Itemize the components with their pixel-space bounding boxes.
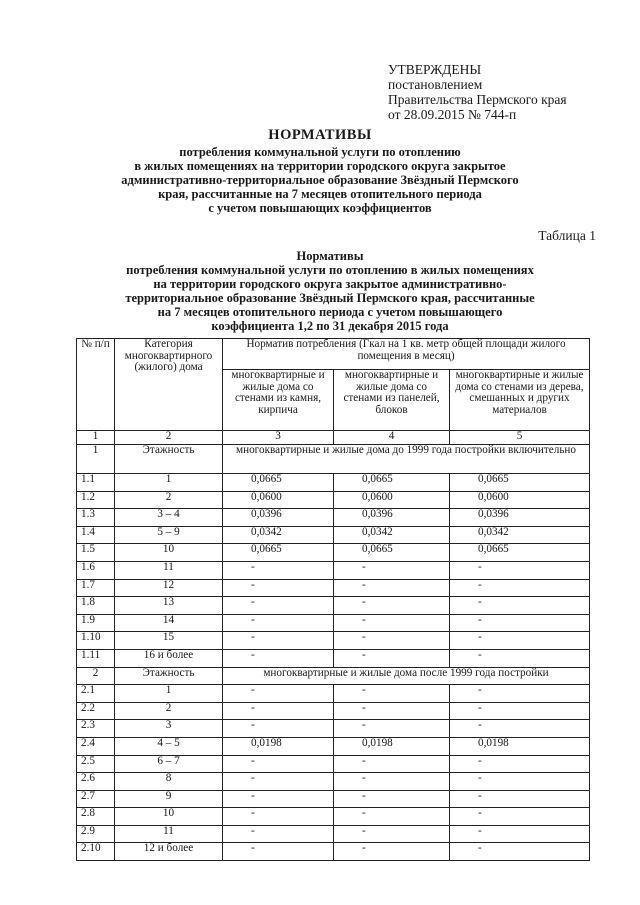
value-stone-brick: - — [223, 755, 334, 773]
value-wood-mixed: - — [450, 614, 590, 632]
table-row — [77, 720, 590, 738]
value-panel-block: - — [334, 579, 450, 597]
value-stone-brick: - — [223, 685, 334, 703]
value-wood-mixed: - — [450, 579, 590, 597]
row-number: 1.5 — [77, 544, 115, 562]
row-number: 1.9 — [77, 614, 115, 632]
value-wood-mixed: - — [450, 561, 590, 579]
row-category: 11 — [115, 825, 223, 843]
table-title — [80, 249, 580, 333]
row-number: 1.8 — [77, 597, 115, 615]
value-stone-brick: 0,0198 — [223, 737, 334, 755]
table-row — [77, 649, 590, 667]
column-number: 2 — [115, 431, 223, 445]
value-panel-block: - — [334, 632, 450, 650]
value-panel-block: - — [334, 614, 450, 632]
table-title-line: на 7 месяцев отопительного периода с учетом повышающего — [157, 305, 503, 319]
row-category: 11 — [115, 561, 223, 579]
value-panel-block: - — [334, 790, 450, 808]
value-stone-brick: - — [223, 597, 334, 615]
subtitle-line: с учетом повышающих коэффициентов — [208, 201, 432, 215]
row-category: 10 — [115, 544, 223, 562]
value-wood-mixed: - — [450, 773, 590, 791]
row-number: 1.11 — [77, 649, 115, 667]
value-wood-mixed: - — [450, 685, 590, 703]
value-wood-mixed: 0,0600 — [450, 491, 590, 509]
approval-line: Правительства Пермского края — [388, 92, 567, 107]
value-stone-brick: - — [223, 561, 334, 579]
value-wood-mixed: 0,0665 — [450, 544, 590, 562]
table-row — [77, 614, 590, 632]
value-stone-brick: 0,0665 — [223, 544, 334, 562]
table-row — [77, 737, 590, 755]
value-panel-block: - — [334, 843, 450, 861]
row-category: 2 — [115, 702, 223, 720]
table-row — [77, 491, 590, 509]
column-number: 1 — [77, 431, 115, 445]
table-row — [77, 843, 590, 861]
table-title-line: на территории городского округа закрытое административно- — [153, 277, 507, 291]
value-stone-brick: 0,0665 — [223, 474, 334, 492]
table-number: Таблица 1 — [538, 228, 596, 243]
value-panel-block: 0,0198 — [334, 737, 450, 755]
table-row — [77, 685, 590, 703]
document-title: НОРМАТИВЫ — [268, 127, 372, 143]
row-number: 2.9 — [77, 825, 115, 843]
section1-rows — [77, 474, 590, 668]
row-category: 12 — [115, 579, 223, 597]
subtitle-line: административно-территориальное образование Звёздный Пермского — [121, 173, 519, 187]
table-row — [77, 597, 590, 615]
row-number: 2.8 — [77, 808, 115, 826]
table-row — [77, 579, 590, 597]
value-panel-block: - — [334, 561, 450, 579]
value-wood-mixed: 0,0342 — [450, 526, 590, 544]
row-category: 6 – 7 — [115, 755, 223, 773]
table-row — [77, 808, 590, 826]
table-title-line: Нормативы — [296, 249, 364, 263]
norms-table — [76, 338, 590, 861]
value-stone-brick: 0,0396 — [223, 509, 334, 527]
value-panel-block: 0,0665 — [334, 544, 450, 562]
value-panel-block: - — [334, 649, 450, 667]
value-wood-mixed: - — [450, 597, 590, 615]
value-stone-brick: - — [223, 773, 334, 791]
header-col5: многоквартирные и жилые дома со стенами из дерева, смешанных и других материалов — [450, 370, 590, 431]
row-category: 13 — [115, 597, 223, 615]
approval-block — [388, 62, 567, 122]
column-number: 5 — [450, 431, 590, 445]
row-category: 10 — [115, 808, 223, 826]
approval-line: постановлением — [388, 77, 483, 92]
row-number: 1.4 — [77, 526, 115, 544]
row-number: 1.10 — [77, 632, 115, 650]
value-wood-mixed: - — [450, 808, 590, 826]
table-row — [77, 526, 590, 544]
row-category: 3 — [115, 720, 223, 738]
table-row — [77, 561, 590, 579]
value-panel-block: - — [334, 685, 450, 703]
row-number: 2.3 — [77, 720, 115, 738]
row-number: 1.6 — [77, 561, 115, 579]
header-col3: многоквартирные и жилые дома со стенами из камня, кирпича — [223, 370, 334, 431]
row-number: 1.2 — [77, 491, 115, 509]
value-stone-brick: - — [223, 790, 334, 808]
table-row — [77, 632, 590, 650]
row-category: 3 – 4 — [115, 509, 223, 527]
value-wood-mixed: - — [450, 825, 590, 843]
value-panel-block: - — [334, 773, 450, 791]
value-stone-brick: 0,0342 — [223, 526, 334, 544]
table-title-line: потребления коммунальной услуги по отоплению в жилых помещениях — [126, 263, 534, 277]
row-category: 4 – 5 — [115, 737, 223, 755]
row-number: 2.1 — [77, 685, 115, 703]
value-stone-brick: - — [223, 649, 334, 667]
table-row — [77, 474, 590, 492]
header-norm: Норматив потребления (Гкал на 1 кв. метр общей площади жилого помещения в месяц) — [223, 339, 590, 370]
value-stone-brick: - — [223, 825, 334, 843]
section-row — [77, 445, 590, 474]
value-wood-mixed: - — [450, 632, 590, 650]
section2-rows — [77, 685, 590, 861]
header-col4: многоквартирные и жилые дома со стенами из панелей, блоков — [334, 370, 450, 431]
subtitle-line: потребления коммунальной услуги по отоплению — [179, 145, 461, 159]
value-wood-mixed: - — [450, 790, 590, 808]
value-wood-mixed: - — [450, 843, 590, 861]
row-category: 5 – 9 — [115, 526, 223, 544]
value-wood-mixed: 0,0396 — [450, 509, 590, 527]
value-panel-block: - — [334, 597, 450, 615]
table-row — [77, 825, 590, 843]
value-stone-brick: 0,0600 — [223, 491, 334, 509]
table-row — [77, 773, 590, 791]
value-panel-block: 0,0342 — [334, 526, 450, 544]
value-panel-block: 0,0665 — [334, 474, 450, 492]
table-row — [77, 509, 590, 527]
section-label: Этажность — [115, 667, 223, 685]
section-label: Этажность — [115, 445, 223, 474]
header-num: № п/п — [77, 339, 115, 431]
section-row — [77, 667, 590, 685]
value-wood-mixed: 0,0198 — [450, 737, 590, 755]
row-category: 15 — [115, 632, 223, 650]
value-wood-mixed: - — [450, 755, 590, 773]
row-number: 2.7 — [77, 790, 115, 808]
table-row — [77, 702, 590, 720]
row-category: 1 — [115, 474, 223, 492]
value-wood-mixed: - — [450, 649, 590, 667]
row-number: 1.1 — [77, 474, 115, 492]
row-category: 14 — [115, 614, 223, 632]
row-number: 2.6 — [77, 773, 115, 791]
value-wood-mixed: - — [450, 720, 590, 738]
value-panel-block: - — [334, 808, 450, 826]
value-stone-brick: - — [223, 702, 334, 720]
row-number: 2.10 — [77, 843, 115, 861]
column-number: 3 — [223, 431, 334, 445]
value-panel-block: - — [334, 720, 450, 738]
document-subtitle — [85, 145, 555, 215]
section-num: 2 — [77, 667, 115, 685]
value-stone-brick: - — [223, 808, 334, 826]
row-category: 8 — [115, 773, 223, 791]
row-number: 2.5 — [77, 755, 115, 773]
value-stone-brick: - — [223, 720, 334, 738]
value-stone-brick: - — [223, 614, 334, 632]
subtitle-line: в жилых помещениях на территории городского округа закрытое — [134, 159, 506, 173]
approval-line: УТВЕРЖДЕНЫ — [388, 62, 482, 77]
value-panel-block: - — [334, 825, 450, 843]
row-number: 1.7 — [77, 579, 115, 597]
table-title-line: территориальное образование Звёздный Пермского края, рассчитанные — [125, 291, 535, 305]
value-wood-mixed: - — [450, 702, 590, 720]
value-wood-mixed: 0,0665 — [450, 474, 590, 492]
row-number: 2.2 — [77, 702, 115, 720]
value-panel-block: 0,0396 — [334, 509, 450, 527]
row-category: 16 и более — [115, 649, 223, 667]
value-stone-brick: - — [223, 632, 334, 650]
value-panel-block: 0,0600 — [334, 491, 450, 509]
row-number: 2.4 — [77, 737, 115, 755]
table-row — [77, 755, 590, 773]
table-title-line: коэффициента 1,2 по 31 декабря 2015 года — [211, 319, 449, 333]
row-category: 12 и более — [115, 843, 223, 861]
approval-line: от 28.09.2015 № 744-п — [388, 107, 517, 122]
value-panel-block: - — [334, 755, 450, 773]
section-num: 1 — [77, 445, 115, 474]
section-desc: многоквартирные и жилые дома после 1999 года постройки — [223, 667, 590, 685]
row-category: 2 — [115, 491, 223, 509]
column-number: 4 — [334, 431, 450, 445]
section-desc: многоквартирные и жилые дома до 1999 года постройки включительно — [223, 445, 590, 474]
value-stone-brick: - — [223, 843, 334, 861]
header-category: Категория многоквартирного (жилого) дома — [115, 339, 223, 431]
table-row — [77, 544, 590, 562]
value-stone-brick: - — [223, 579, 334, 597]
table-row — [77, 790, 590, 808]
row-category: 9 — [115, 790, 223, 808]
column-number-row — [77, 431, 590, 445]
row-category: 1 — [115, 685, 223, 703]
value-panel-block: - — [334, 702, 450, 720]
row-number: 1.3 — [77, 509, 115, 527]
subtitle-line: края, рассчитанные на 7 месяцев отопительного периода — [158, 187, 482, 201]
